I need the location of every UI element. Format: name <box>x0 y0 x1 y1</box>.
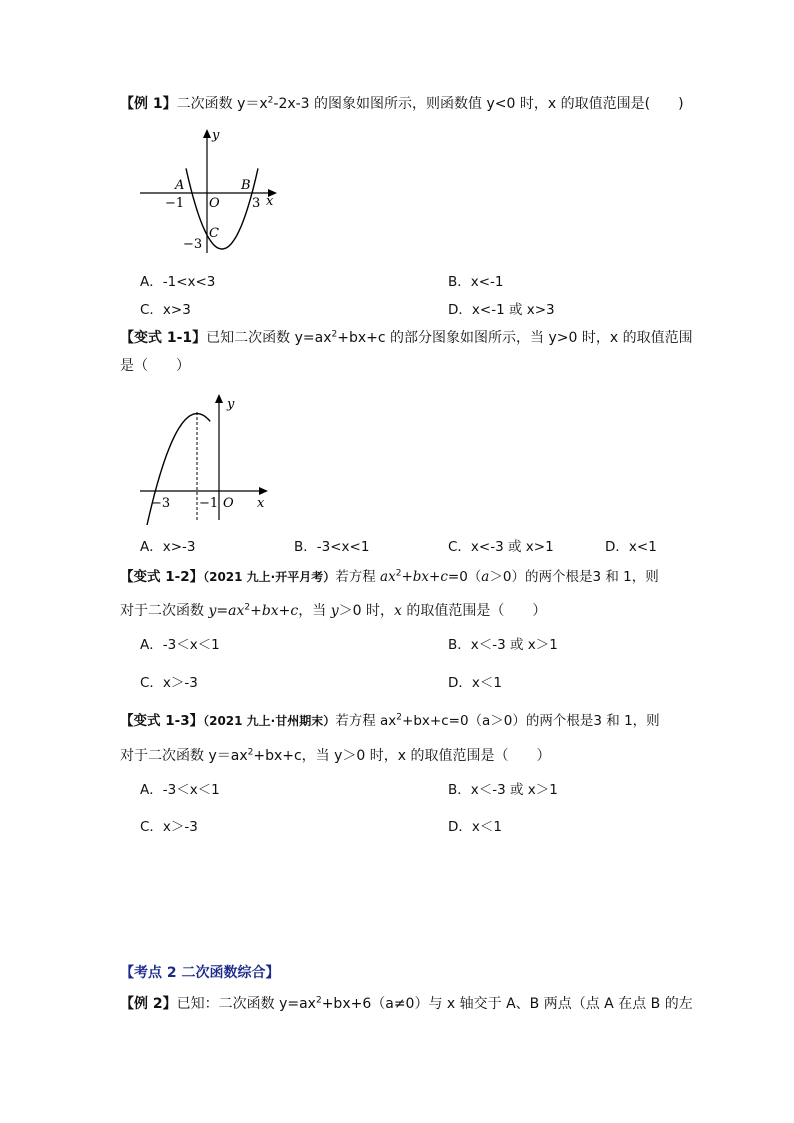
q1-option-d[interactable]: D．x<-1 或 x>3 <box>448 302 555 318</box>
v11-stem-line2: 是（ ） <box>120 358 190 374</box>
origin-label: O <box>223 496 234 511</box>
v12-option-d[interactable]: D．x＜1 <box>448 675 502 691</box>
v13-option-d[interactable]: D．x＜1 <box>448 819 502 835</box>
tick-neg3: −3 <box>183 237 203 252</box>
origin-label: O <box>209 196 220 211</box>
q1-option-c[interactable]: C．x>3 <box>140 302 191 318</box>
v13-stem-line2: 对于二次函数 $y=ax^2+bx+c$，当 y＞0 时，x 的取值范围是（ ） <box>120 747 551 764</box>
tick-neg1: −1 <box>199 496 219 511</box>
v12-option-b[interactable]: B．x＜-3 或 x＞1 <box>448 637 558 653</box>
v12-tag: 【变式 1-2】 <box>120 569 204 585</box>
point-b-label: B <box>241 178 251 193</box>
v13-option-a[interactable]: A．-3＜x＜1 <box>140 782 220 798</box>
v11-graph <box>135 390 285 525</box>
v11-stem: 【变式 1-1】已知二次函数 $y=ax^2+bx+c$ 的部分图象如图所示，当 y>0 时，x 的取值范围 <box>120 329 693 346</box>
v13-option-b[interactable]: B．x＜-3 或 x＞1 <box>448 782 558 798</box>
v13-option-c[interactable]: C．x＞-3 <box>140 819 198 835</box>
q1-stem: 【例 1】二次函数 $y=x^2-2x-3$ 的图象如图所示，则函数值 y<0 时，x 的取值范围是( ) <box>120 95 684 112</box>
v11-option-c[interactable]: C．x<-3 或 x>1 <box>448 539 554 555</box>
x-axis-label: x <box>257 496 265 511</box>
v13-stem: 【变式 1-3】（2021 九上·甘州期末）若方程 $ax^2+bx+c=0(a>0)$的两个根是3 和 1，则 <box>120 712 660 729</box>
point-c-label: C <box>209 226 219 241</box>
v12-stem-line2: 对于二次函数 $y=ax^2+bx+c$，当 y＞0 时，x 的取值范围是（ ） <box>120 602 547 619</box>
y-axis-label: y <box>212 128 220 143</box>
v12-stem: 【变式 1-2】（2021 九上·开平月考）若方程 $ax^2+bx+c=0(a>0)$的两个根是3 和 1，则 <box>120 568 659 585</box>
v11-option-b[interactable]: B．-3<x<1 <box>294 539 370 555</box>
v12-option-c[interactable]: C．x＞-3 <box>140 675 198 691</box>
tick-neg3: −3 <box>151 496 171 511</box>
v11-tag: 【变式 1-1】 <box>120 330 207 346</box>
tick-neg1: −1 <box>165 196 185 211</box>
v11-option-a[interactable]: A．x>-3 <box>140 539 196 555</box>
q1-option-b[interactable]: B．x<-1 <box>448 274 504 290</box>
v12-option-a[interactable]: A．-3＜x＜1 <box>140 637 220 653</box>
q2-tag: 【例 2】 <box>120 996 177 1012</box>
v11-option-d[interactable]: D．x<1 <box>605 539 657 555</box>
section-heading: 【考点 2 二次函数综合】 <box>120 965 280 981</box>
q1-option-a[interactable]: A．-1<x<3 <box>140 274 216 290</box>
tick-3: 3 <box>252 196 261 211</box>
v13-tag: 【变式 1-3】 <box>120 713 204 729</box>
q1-graph <box>135 125 285 255</box>
q2-stem: 【例 2】已知：二次函数 $y=ax^2+bx+6(a\ne 0)$与 x 轴交于 A、B 两点（点 A 在点 B 的左 <box>120 995 693 1012</box>
point-a-label: A <box>175 178 185 193</box>
y-axis-label: y <box>227 397 235 412</box>
x-axis-label: x <box>266 194 274 209</box>
q1-tag: 【例 1】 <box>120 96 177 112</box>
